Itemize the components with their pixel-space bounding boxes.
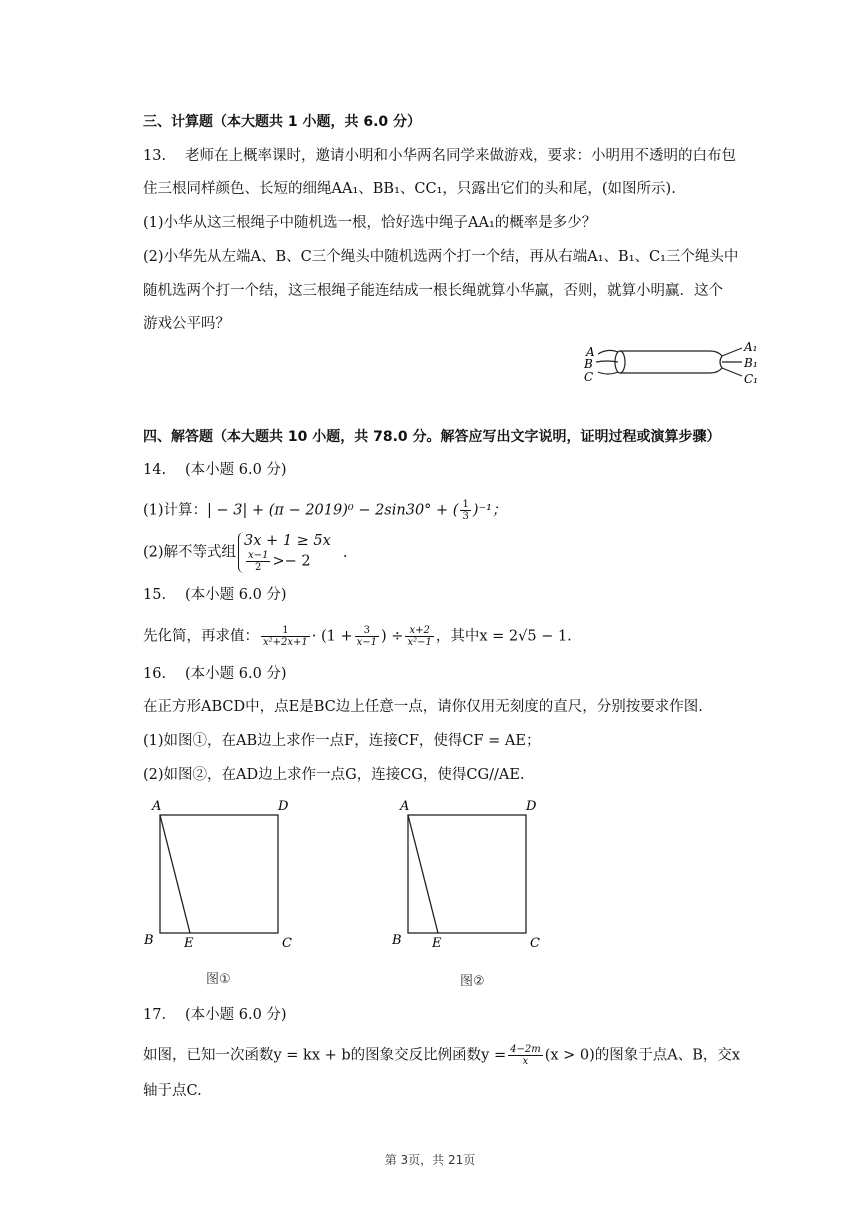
q15-f2-den: x−1 [356,637,378,648]
q15-tail: ，其中x = 2√5 − 1. [435,628,572,645]
q17-score: (本小题 6.0 分) [185,1007,287,1023]
q16-number: 16. [143,666,167,682]
ineq2-tail: >− 2 [272,553,311,570]
q16-part1: (1)如图①，在AB边上求作一点F，连接CF，使得CF = AE； [143,733,541,749]
q14-score: (本小题 6.0 分) [185,462,287,478]
fig2-label-c: C [530,936,540,951]
square-figure-1 [140,795,300,955]
q15-f3-num: x+2 [405,625,433,637]
q15-fraction-1 [261,625,310,648]
q17-line2: 轴于点C. [143,1083,202,1099]
rope-label-c1: C₁ [744,372,758,386]
q16-score: (本小题 6.0 分) [185,666,287,682]
q15-fraction-3 [405,625,433,648]
q17-fraction [508,1044,543,1067]
q14-part1-tail: )⁻¹； [472,502,507,519]
q15-header [143,585,287,605]
rope-label-c: C [584,370,594,384]
q14-frac-den: 3 [462,511,469,522]
fig1-label-d: D [278,799,289,814]
q17-f-den: x [522,1056,529,1067]
q13-part2-line3: 游戏公平吗？ [143,316,230,332]
fig2-label-a: A [400,799,410,814]
fig1-label-b: B [144,933,154,948]
q17-prefix: 如图，已知一次函数y = kx + b的图象交反比例函数y = [143,1047,507,1064]
q14-number: 14. [143,462,167,478]
q13-text-1: 老师在上概率课时，邀请小明和小华两名同学来做游戏，要求：小明用不透明的白布包 [185,148,736,164]
fig2-label-e: E [432,936,442,951]
ineq2-num: x−1 [248,550,269,561]
q15-number: 15. [143,587,167,603]
fig2-label-d: D [526,799,537,814]
fig1-label-e: E [184,936,194,951]
section-heading-answer: 四、解答题（本大题共 10 小题，共 78.0 分。解答应写出文字说明，证明过程或演算步骤） [143,429,721,445]
q13-number: 13. [143,148,167,164]
q14-frac-num: 1 [462,499,469,510]
q13-line1 [143,146,736,166]
q15-f1-num: 1 [261,625,310,637]
q14-part2-prefix: (2)解不等式组 [143,544,237,561]
q14-part2-end: . [342,544,348,561]
q13-part2-line1: (2)小华先从左端A、B、C三个绳头中随机选两个打一个结，再从右端A₁、B₁、C₁三个绳头中 [143,249,739,265]
q14-fraction [460,499,470,522]
q15-score: (本小题 6.0 分) [185,587,287,603]
fig1-label-c: C [282,936,292,951]
q17-number: 17. [143,1007,167,1023]
q13-part1: (1)小华从这三根绳子中随机选一根，恰好选中绳子AA₁的概率是多少？ [143,215,597,231]
q15-body [143,625,572,648]
q14-part1 [143,499,506,522]
ineq2-den: 2 [255,562,262,573]
square-figure-2 [388,795,548,955]
q14-part1-prefix: (1)计算： [143,502,208,519]
q17-header [143,1005,287,1025]
q17-line1 [143,1044,740,1067]
inequality-2 [244,550,331,573]
rope-label-a: A [586,345,595,359]
q15-f3-den: x²−1 [407,637,432,648]
fig1-label-a: A [152,799,162,814]
q17-tail: (x > 0)的图象于点A、B，交x [544,1047,741,1064]
q15-mid2: ) ÷ [381,628,404,645]
page-footer: 第 3页，共 21页 [384,1153,476,1167]
q15-f1-den: x²+2x+1 [263,637,308,648]
q15-fraction-2 [355,625,379,648]
q13-line2: 住三根同样颜色、长短的细绳AA₁、BB₁、CC₁，只露出它们的头和尾，(如图所示). [143,181,676,197]
q15-f2-num: 3 [355,625,379,637]
q15-mid1: · (1 + [311,628,353,645]
q14-part1-expr: | − 3| + (π − 2019)⁰ − 2sin30° + ( [207,502,459,519]
q14-header [143,460,287,480]
q16-line1: 在正方形ABCD中，点E是BC边上任意一点，请你仅用无刻度的直尺，分别按要求作图. [143,699,703,715]
q13-part2-line2: 随机选两个打一个结，这三根绳子能连结成一根长绳就算小华赢，否则，就算小明赢．这个 [143,283,723,299]
inequality-1: 3x + 1 ≥ 5x [244,533,331,549]
inequality-system [238,532,331,573]
q16-header [143,664,287,684]
rope-label-b1: B₁ [744,356,758,370]
fig2-caption: 图② [460,974,485,989]
rope-label-b: B [584,357,593,371]
section-heading-calc: 三、计算题（本大题共 1 小题，共 6.0 分） [143,114,422,130]
q14-part2 [143,532,347,573]
rope-label-a1: A₁ [744,340,758,354]
q15-prefix: 先化简，再求值： [143,628,259,645]
q16-part2: (2)如图②，在AD边上求作一点G，连接CG，使得CG//AE. [143,767,525,783]
fig2-label-b: B [392,933,402,948]
fig1-caption: 图① [206,972,231,987]
q17-f-num: 4−2m [510,1044,541,1055]
rope-figure [580,338,770,390]
